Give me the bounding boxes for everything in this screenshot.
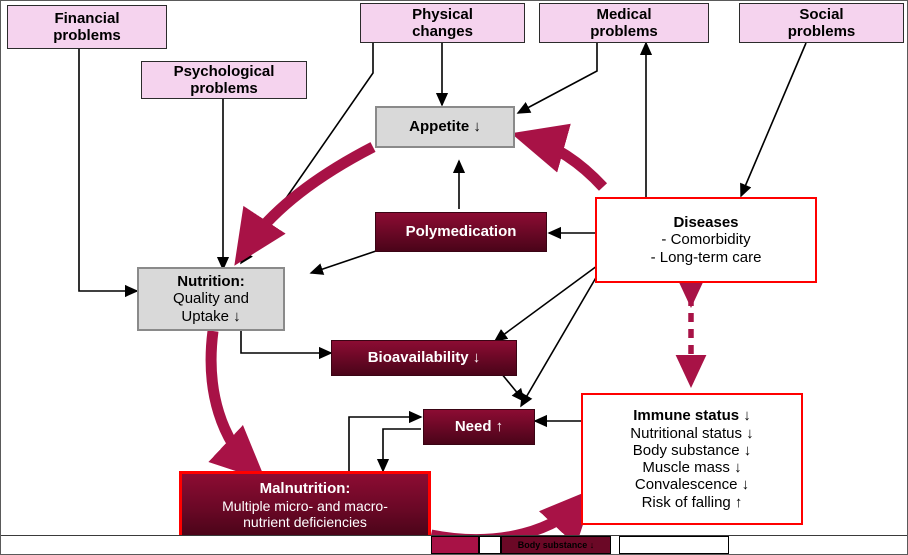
diseases-title: Diseases [673,214,739,232]
node-social-problems [739,3,904,43]
node-bioavailability [331,340,517,376]
node-physical-changes [360,3,525,43]
node-immune-status [581,393,803,525]
diseases-line2: - Long-term care [650,248,762,266]
node-appetite [375,106,515,148]
physical-changes-line1: Physical [412,5,473,23]
immune-status-line-1: Nutritional status ↓ [630,424,754,442]
node-diseases [595,197,817,283]
social-problems-line2: problems [787,23,856,40]
financial-problems-line1: Financial [54,9,120,27]
medical-problems-line2: problems [590,23,658,40]
physical-changes-line2: changes [412,23,473,40]
malnutrition-line1: Multiple micro- and macro- [222,497,388,514]
medical-problems-line1: Medical [596,5,652,23]
malnutrition-line2: nutrient deficiencies [243,513,367,530]
bottom-partial-figure [1,535,908,554]
node-need [423,409,535,445]
immune-status-line-3: Muscle mass ↓ [642,459,742,476]
node-malnutrition [179,471,431,539]
social-problems-line1: Social [799,5,844,23]
node-psychological-problems [141,61,307,99]
bottom-strip-segment-3: Body substance ↓ [501,536,611,554]
psychological-problems-line1: Psychological [173,62,275,80]
nutrition-line2: Uptake ↓ [181,307,241,325]
immune-status-line-2: Body substance ↓ [632,441,752,459]
immune-status-line-4: Convalescence ↓ [634,476,750,494]
node-nutrition [137,267,285,331]
psychological-problems-line2: problems [190,80,258,97]
node-medical-problems [539,3,709,43]
bottom-strip-segment-4 [619,536,729,554]
node-polymedication [375,212,547,252]
bottom-strip-segment-1 [431,536,479,554]
node-financial-problems [7,5,167,49]
immune-status-line-5: Risk of falling ↑ [641,493,743,511]
nutrition-line1: Quality and [173,290,249,308]
financial-problems-line2: problems [53,27,121,44]
bottom-strip-segment-2 [479,536,501,554]
immune-status-title: Immune status ↓ [633,407,751,425]
nutrition-title: Nutrition: [177,273,245,291]
appetite-label: Appetite ↓ [409,118,481,136]
need-label: Need ↑ [454,418,504,436]
diseases-line1: - Comorbidity [661,231,751,249]
bioavailability-label: Bioavailability ↓ [367,349,481,367]
malnutrition-title: Malnutrition: [259,480,351,498]
polymedication-label: Polymedication [405,223,517,241]
